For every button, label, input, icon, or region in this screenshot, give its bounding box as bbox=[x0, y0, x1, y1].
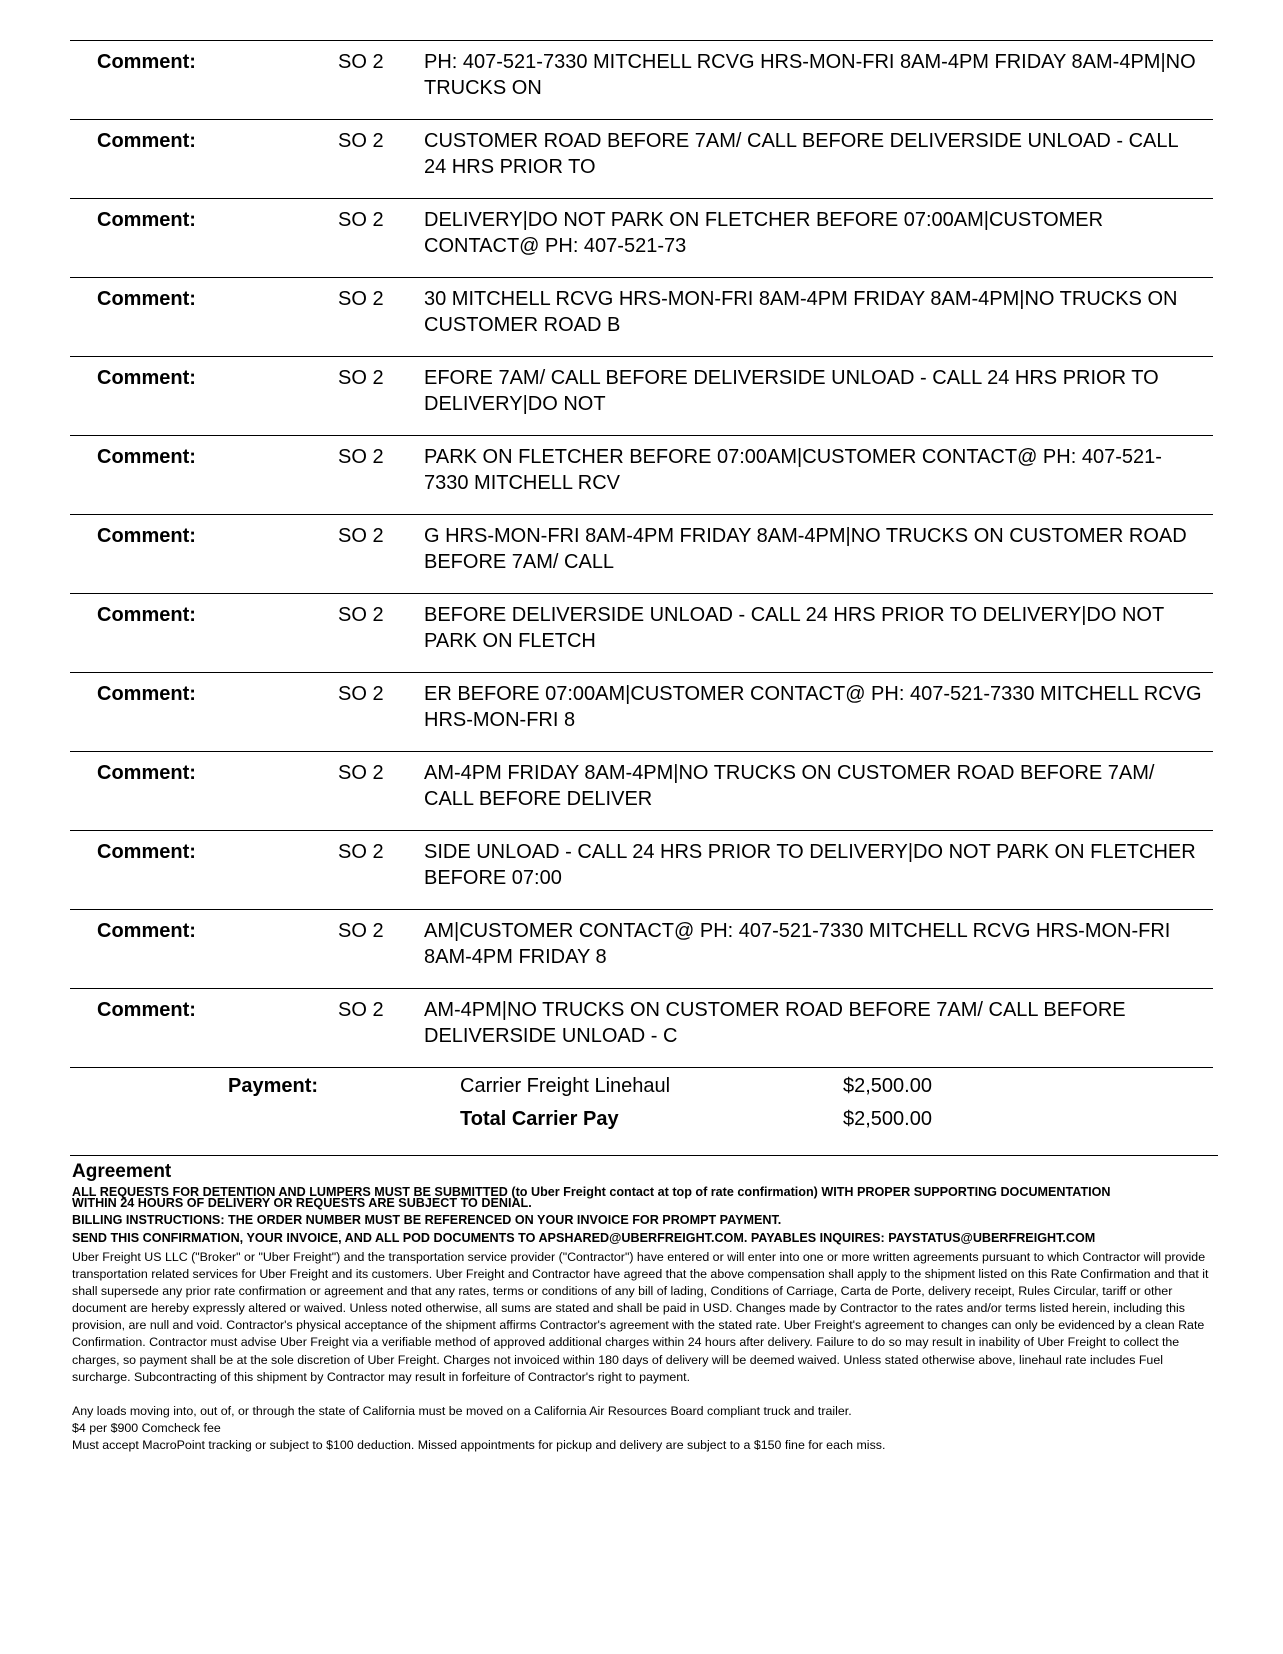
comment-label: Comment: bbox=[97, 999, 196, 1021]
comment-text: AM|CUSTOMER CONTACT@ PH: 407-521-7330 MITCHELL RCVG HRS-MON-FRI 8AM-4PM FRIDAY 8 bbox=[424, 920, 1171, 968]
comment-row bbox=[70, 593, 1213, 672]
comment-so: SO 2 bbox=[338, 762, 384, 784]
agreement-title: Agreement bbox=[72, 1161, 172, 1182]
comment-row bbox=[70, 751, 1213, 830]
detention-notice-line-2: WITHIN 24 HOURS OF DELIVERY OR REQUESTS ARE SUBJECT TO DENIAL. bbox=[72, 1196, 532, 1210]
comment-text: EFORE 7AM/ CALL BEFORE DELIVERSIDE UNLOAD - CALL 24 HRS PRIOR TO DELIVERY|DO NOT bbox=[424, 367, 1159, 415]
comment-label: Comment: bbox=[97, 604, 196, 626]
comment-label: Comment: bbox=[97, 841, 196, 863]
send-instructions: SEND THIS CONFIRMATION, YOUR INVOICE, AND ALL POD DOCUMENTS TO APSHARED@UBERFREIGHT.COM. PAYABLES INQUIRES: PAYSTATUS@UBERFREIGHT.COM bbox=[72, 1231, 1096, 1245]
comment-row bbox=[70, 119, 1213, 198]
comment-label: Comment: bbox=[97, 525, 196, 547]
comment-row bbox=[70, 198, 1213, 277]
agreement-body: Uber Freight US LLC ("Broker" or "Uber Freight") and the transportation service provider ("Contractor") have entered or will enter into one or more written agreements pursuant to which Contractor will provide transportation related services for Uber Freight and its customers. Uber Freight and Contractor have agreed that the above compensation shall apply to the shipment listed on this Rate Confirmation and that it shall supersede any prior rate confirmation or agreement and that any rates, terms or conditions of any bill of lading, Conditions of Carriage, Carta de Porte, delivery receipt, Rules Circular, tariff or other document are hereby expressly altered or waived. Unless noted otherwise, all sums are stated and shall be paid in USD. Changes made by Contractor to the rates and/or terms listed herein, including this provision, are null and void. Contractor's physical acceptance of the shipment affirms Contractor's agreement with the stated rate. Uber Freight's agreement to changes can only be evidenced by a clean Rate Confirmation. Contractor must advise Uber Freight via a verifiable method of approved additional charges within 24 hours after delivery. Failure to do so may result in inability of Uber Freight to collect the charges, so payment shall be at the sole discretion of Uber Freight. Charges not invoiced within 180 days of delivery will be deemed waived. Unless stated otherwise above, linehaul rate includes Fuel surcharge. Subcontracting of this shipment by Contractor may result in forfeiture of Contractor's right to payment. bbox=[72, 1250, 1209, 1384]
comment-text: 30 MITCHELL RCVG HRS-MON-FRI 8AM-4PM FRIDAY 8AM-4PM|NO TRUCKS ON CUSTOMER ROAD B bbox=[424, 288, 1178, 336]
payment-label: Payment: bbox=[228, 1075, 319, 1097]
comment-text: DELIVERY|DO NOT PARK ON FLETCHER BEFORE 07:00AM|CUSTOMER CONTACT@ PH: 407-521-73 bbox=[424, 209, 1104, 257]
comment-row bbox=[70, 40, 1213, 119]
comment-label: Comment: bbox=[97, 288, 196, 310]
comment-label: Comment: bbox=[97, 51, 196, 73]
comment-so: SO 2 bbox=[338, 446, 384, 468]
comment-row bbox=[70, 514, 1213, 593]
comment-so: SO 2 bbox=[338, 604, 384, 626]
comment-text: G HRS-MON-FRI 8AM-4PM FRIDAY 8AM-4PM|NO TRUCKS ON CUSTOMER ROAD BEFORE 7AM/ CALL bbox=[424, 525, 1187, 573]
comment-label: Comment: bbox=[97, 920, 196, 942]
total-pay-label: Total Carrier Pay bbox=[460, 1108, 619, 1130]
comment-text: AM-4PM FRIDAY 8AM-4PM|NO TRUCKS ON CUSTOMER ROAD BEFORE 7AM/ CALL BEFORE DELIVER bbox=[424, 762, 1155, 810]
comment-so: SO 2 bbox=[338, 525, 384, 547]
comment-label: Comment: bbox=[97, 130, 196, 152]
billing-instructions: BILLING INSTRUCTIONS: THE ORDER NUMBER MUST BE REFERENCED ON YOUR INVOICE FOR PROMPT PAYMENT. bbox=[72, 1213, 782, 1227]
comment-so: SO 2 bbox=[338, 367, 384, 389]
comment-row bbox=[70, 988, 1213, 1067]
comment-so: SO 2 bbox=[338, 51, 384, 73]
comment-row bbox=[70, 909, 1213, 988]
comment-so: SO 2 bbox=[338, 999, 384, 1021]
comment-label: Comment: bbox=[97, 683, 196, 705]
comment-so: SO 2 bbox=[338, 841, 384, 863]
california-notice: Any loads moving into, out of, or through the state of California must be moved on a California Air Resources Board compliant truck and trailer. bbox=[72, 1404, 852, 1418]
linehaul-amount: $2,500.00 bbox=[843, 1075, 932, 1097]
comment-label: Comment: bbox=[97, 762, 196, 784]
linehaul-label: Carrier Freight Linehaul bbox=[460, 1075, 671, 1097]
macropoint-notice: Must accept MacroPoint tracking or subject to $100 deduction. Missed appointments for pickup and delivery are subject to a $150 fine for each miss. bbox=[72, 1438, 886, 1452]
comment-row bbox=[70, 435, 1213, 514]
comment-text: AM-4PM|NO TRUCKS ON CUSTOMER ROAD BEFORE 7AM/ CALL BEFORE DELIVERSIDE UNLOAD - C bbox=[424, 999, 1126, 1047]
comment-so: SO 2 bbox=[338, 288, 384, 310]
comment-label: Comment: bbox=[97, 446, 196, 468]
comment-so: SO 2 bbox=[338, 130, 384, 152]
comment-text: SIDE UNLOAD - CALL 24 HRS PRIOR TO DELIVERY|DO NOT PARK ON FLETCHER BEFORE 07:00 bbox=[424, 841, 1196, 889]
divider bbox=[70, 1155, 1218, 1156]
comment-text: ER BEFORE 07:00AM|CUSTOMER CONTACT@ PH: 407-521-7330 MITCHELL RCVG HRS-MON-FRI 8 bbox=[424, 683, 1202, 731]
comment-label: Comment: bbox=[97, 209, 196, 231]
comment-text: PARK ON FLETCHER BEFORE 07:00AM|CUSTOMER CONTACT@ PH: 407-521-7330 MITCHELL RCV bbox=[424, 446, 1162, 494]
comment-text: PH: 407-521-7330 MITCHELL RCVG HRS-MON-FRI 8AM-4PM FRIDAY 8AM-4PM|NO TRUCKS ON bbox=[424, 51, 1196, 99]
divider bbox=[70, 1067, 1213, 1068]
comcheck-fee: $4 per $900 Comcheck fee bbox=[72, 1421, 221, 1435]
comment-label: Comment: bbox=[97, 367, 196, 389]
comment-so: SO 2 bbox=[338, 209, 384, 231]
comment-so: SO 2 bbox=[338, 683, 384, 705]
comment-text: CUSTOMER ROAD BEFORE 7AM/ CALL BEFORE DELIVERSIDE UNLOAD - CALL 24 HRS PRIOR TO bbox=[424, 130, 1178, 178]
comment-text: BEFORE DELIVERSIDE UNLOAD - CALL 24 HRS PRIOR TO DELIVERY|DO NOT PARK ON FLETCH bbox=[424, 604, 1164, 652]
comment-row bbox=[70, 277, 1213, 356]
detention-notice-line-1: ALL REQUESTS FOR DETENTION AND LUMPERS MUST BE SUBMITTED (to Uber Freight contact at top of rate confirmation) WITH PROPER SUPPORTING DOCUMENTATION bbox=[72, 1185, 1111, 1199]
total-pay-amount: $2,500.00 bbox=[843, 1108, 932, 1130]
comment-row bbox=[70, 356, 1213, 435]
comment-row bbox=[70, 672, 1213, 751]
comment-row bbox=[70, 830, 1213, 909]
comment-so: SO 2 bbox=[338, 920, 384, 942]
